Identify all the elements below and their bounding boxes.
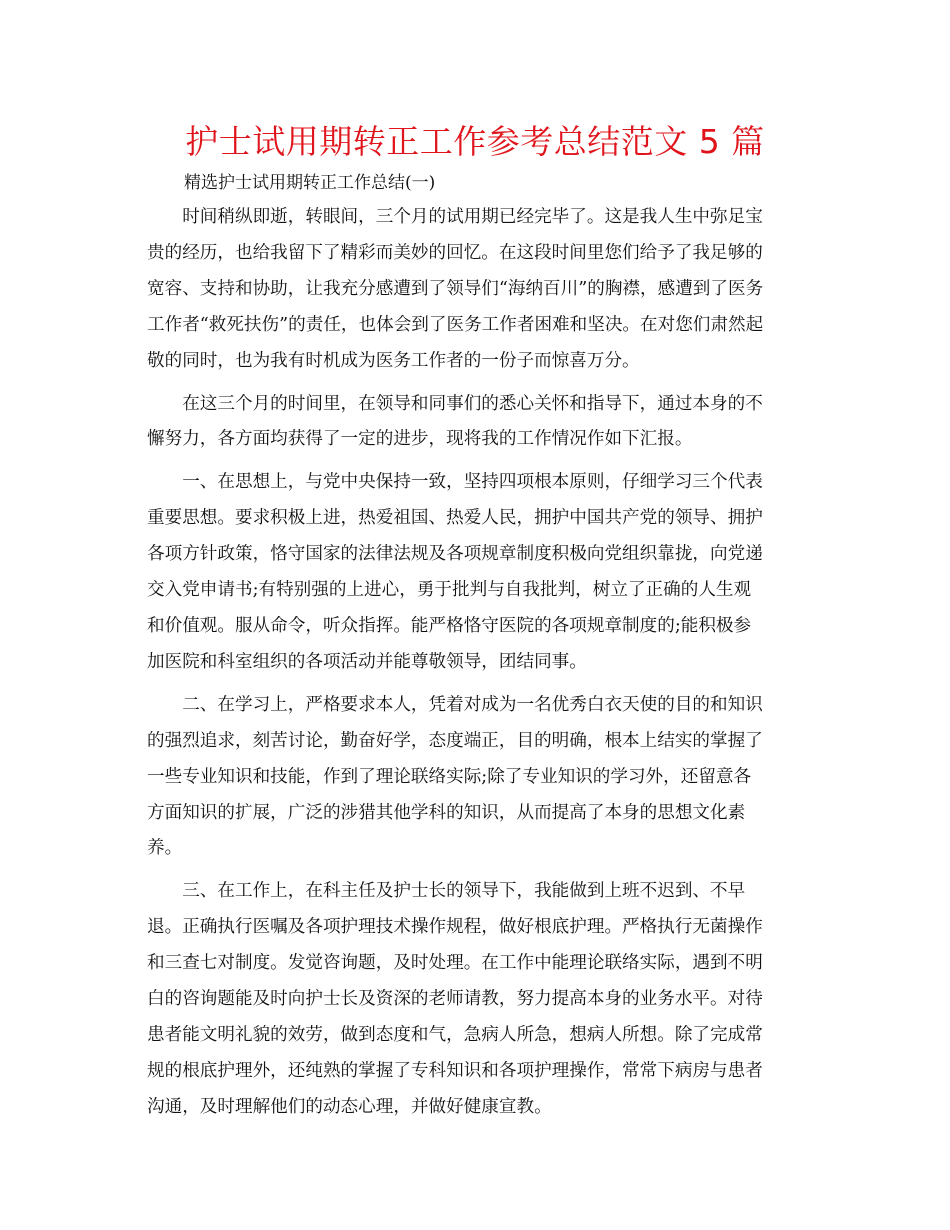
paragraph-overview: 在这三个月的时间里，在领导和同事们的悉心关怀和指导下，通过本身的不 懈努力，各方面均获得了一定的进步，现将我的工作情况作如下汇报。 — [147, 393, 763, 450]
paragraph-study: 二、在学习上，严格要求本人，凭着对成为一名优秀白衣天使的目的和知识 的强烈追求，刻苦讨论，勤奋好学，态度端正，目的明确，根本上结实的掌握了 一些专业知识和技能，作到了理论联络实际;除了专业知识的学习外，还留意各 方面知识的扩展，广泛的涉猎其他学科的知识，从而提高了本身的思想文化素 养。 — [147, 694, 763, 859]
paragraph-work: 三、在工作上，在科主任及护士长的领导下，我能做到上班不迟到、不早 退。正确执行医嘱及各项护理技术操作规程，做好根底护理。严格执行无菌操作 和三查七对制度。发觉咨询题，及时处理。在工作中能理论联络实际，遇到不明 白的咨询题能及时向护士长及资深的老师请教，努力提高本身的业务水平。对待 患者能文明礼貌的效劳，做到态度和气，急病人所急，想病人所想。除了完成常 规的根底护理外，还纯熟的掌握了专科知识和各项护理操作，常常下病房与患者 沟通，及时理解他们的动态心理，并做好健康宣教。 — [147, 881, 763, 1117]
paragraph-ideology: 一、在思想上，与党中央保持一致，坚持四项根本原则，仔细学习三个代表 重要思想。要求积极上进，热爱祖国、热爱人民，拥护中国共产党的领导、拥护 各项方针政策，恪守国家的法律法规及各项规章制度积极向党组织靠拢，向党递 交入党申请书;有特别强的上进心，勇于批判与自我批判，树立了正确的人生观 和价值观。服从命令，听众指挥。能严格恪守医院的各项规章制度的;能积极参 加医院和科室组织的各项活动并能尊敬领导，团结同事。 — [147, 472, 763, 672]
document-title: 护士试用期转正工作参考总结范文 5 篇 — [185, 122, 765, 161]
paragraph-intro: 时间稍纵即逝，转眼间，三个月的试用期已经完毕了。这是我人生中弥足宝 贵的经历，也给我留下了精彩而美妙的回忆。在这段时间里您们给予了我足够的 宽容、支持和协助，让我充分感遭到了领导们“海纳百川”的胸襟，感遭到了医务 工作者“救死扶伤”的责任，也体会到了医务工作者困难和坚决。在对您们肃然起 敬的同时，也为我有时机成为医务工作者的一份子而惊喜万分。 — [147, 207, 764, 371]
section-subtitle: 精选护士试用期转正工作总结(一) — [184, 173, 436, 193]
document-body — [147, 200, 803, 1133]
